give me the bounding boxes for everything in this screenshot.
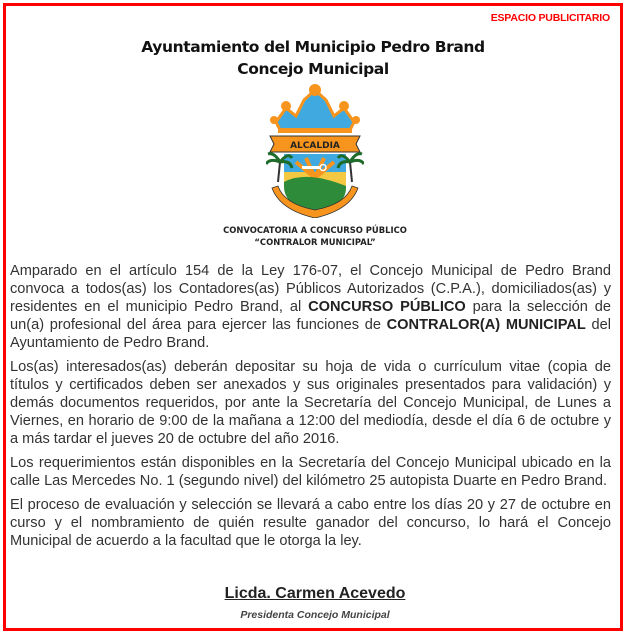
- paragraph-4: El proceso de evaluación y selección se llevará a cabo entre los días 20 y 27 de octubre en curso y el nombramiento de quién resulte ganador del concurso, lo hará el Concejo Municipal de acuerdo a la facultad que le otorga la ley.: [10, 497, 611, 549]
- logo-banner-top: ALCALDIA: [290, 141, 340, 151]
- signature-name: Licda. Carmen Acevedo: [224, 585, 406, 602]
- p1-text-d: del Ayuntamiento de Pedro Brand.: [10, 317, 612, 351]
- municipal-coat-of-arms-icon: [266, 82, 364, 218]
- convocatoria-heading: [0, 224, 630, 248]
- page-title: [6, 36, 620, 80]
- announcement-body: [10, 262, 611, 556]
- p1-bold-concurso: CONCURSO PÚBLICO: [308, 299, 466, 315]
- ad-label: ESPACIO PUBLICITARIO: [490, 12, 610, 24]
- convocatoria-line-1: CONVOCATORIA A CONCURSO PÚBLICO: [223, 225, 407, 235]
- paragraph-1: [10, 262, 611, 352]
- title-line-2: Concejo Municipal: [237, 60, 389, 78]
- paragraph-3: Los requerimientos están disponibles en la Secretaría del Concejo Municipal ubicado en la calle Las Mercedes No. 1 (segundo nivel) del kilómetro 25 autopista Duarte en Pedro Brand.: [10, 455, 611, 489]
- p1-text-a: Amparado en el artículo 154 de la Ley 176-07, el Concejo Municipal de Pedro Brand convoca a todos(as) los Contadores(as) Públicos Autorizados (C.P.A.), domiciliados(as) y residentes en el municipio Pedro Brand, al: [10, 263, 611, 315]
- signature-role: Presidenta Concejo Municipal: [240, 609, 390, 621]
- p1-bold-contralor: CONTRALOR(A) MUNICIPAL: [386, 317, 586, 333]
- p1-text-c: para la selección de un(a) profesional del área para ejercer las funciones de: [10, 299, 611, 333]
- convocatoria-line-2: “CONTRALOR MUNICIPAL”: [254, 237, 376, 247]
- title-line-1: Ayuntamiento del Municipio Pedro Brand: [141, 38, 485, 56]
- paragraph-2: Los(as) interesados(as) deberán depositar su hoja de vida o currículum vitae (copia de títulos y certificados deben ser anexados y sus originales presentados para validación) y demás documentos requeridos, por ante la Secretaría del Concejo Municipal, de Lunes a Viernes, en horario de 9:00 de la mañana a 12:00 del mediodía, desde el día 6 de octubre y a más tardar el jueves 20 de octubre del año 2016.: [10, 359, 611, 447]
